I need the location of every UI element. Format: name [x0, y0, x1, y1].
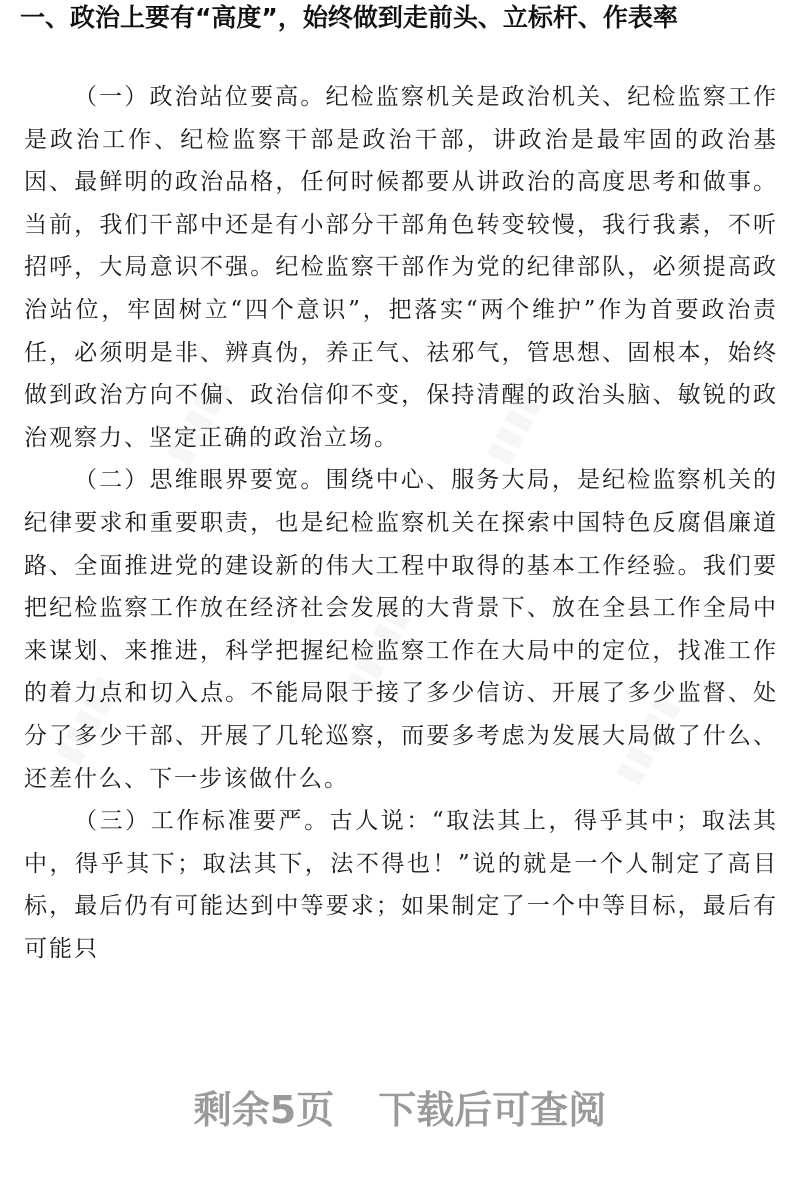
download-to-view-label[interactable]: 下载后可查阅	[378, 1088, 607, 1132]
section-heading: 一、政治上要有“高度”，始终做到走前头、立标杆、作表率	[20, 3, 678, 32]
document-body	[24, 76, 778, 970]
watermark-mark: ▮▮▮▮▮	[157, 369, 237, 471]
watermark-mark: ▮▮▮▮▮	[607, 689, 687, 791]
paragraph-thinking-vision: （二）思维眼界要宽。围绕中心、服务大局，是纪检监察机关的纪律要求和重要职责，也是纪检监察机关在探索中国特色反腐倡廉道路、全面推进党的建设新的伟大工程中取得的基本工作经验。我们要把纪检监察工作放在经济社会发展的大背景下、放在全县工作全局中来谋划、来推进，科学把握纪检监察工作在大局中的定位，找准工作的着力点和切入点。不能局限于接了多少信访、开展了多少监督、处分了多少干部、开展了几轮巡察，而要多考虑为发展大局做了什么、还差什么、下一步该做什么。	[24, 467, 778, 792]
watermark-mark: ▮▮▮▮▮	[477, 369, 557, 471]
paragraph-work-standard: （三）工作标准要严。古人说：“取法其上，得乎其中；取法其中，得乎其下；取法其下，法不得也！”说的就是一个人制定了高目标，最后仍有可能达到中等要求；如果制定了一个中等目标，最后有可能只	[24, 808, 778, 962]
watermark-mark: ▮▮▮▮▮	[337, 599, 417, 701]
download-prompt-banner[interactable]	[0, 1082, 800, 1138]
paragraph-political-stance: （一）政治站位要高。纪检监察机关是政治机关、纪检监察工作是政治工作、纪检监察干部是政治干部，讲政治是最牢固的政治基因、最鲜明的政治品格，任何时候都要从讲政治的高度思考和做事。当前，我们干部中还是有小部分干部角色转变较慢，我行我素，不听招呼，大局意识不强。纪检监察干部作为党的纪律部队，必须提高政治站位，牢固树立“四个意识”，把落实“两个维护”作为首要政治责任，必须明是非、辨真伪，养正气、祛邪气，管思想、固根本，始终做到政治方向不偏、政治信仰不变，保持清醒的政治头脑、敏锐的政治观察力、坚定正确的政治立场。	[24, 84, 778, 451]
watermark-mark: ▮▮▮▮▮	[47, 669, 127, 771]
remaining-pages-label: 剩余5页	[193, 1088, 335, 1132]
